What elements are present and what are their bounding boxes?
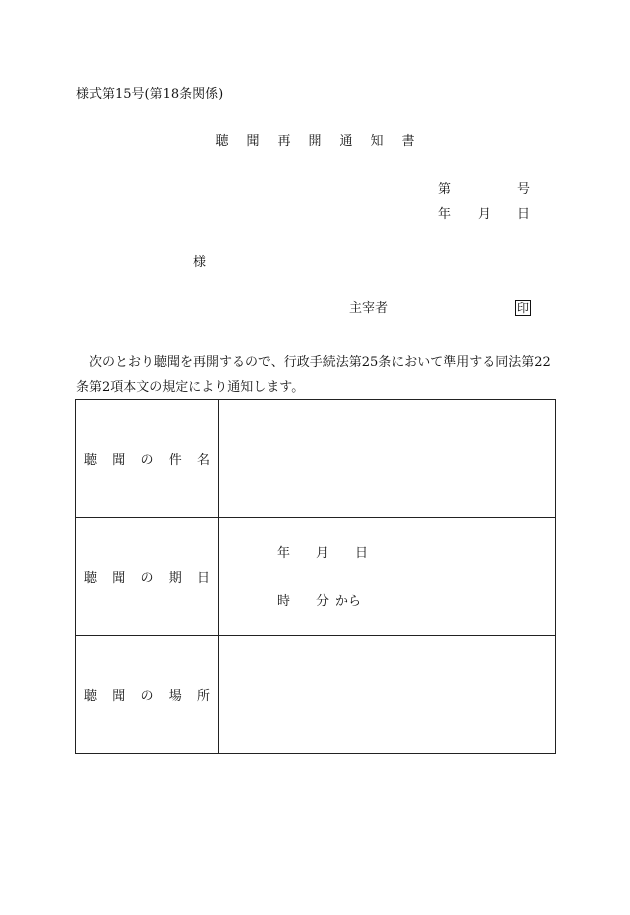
table-row: [76, 400, 556, 518]
title-char: 再: [277, 134, 291, 149]
hearing-date-field[interactable]: [219, 518, 556, 636]
title-char: 通: [339, 134, 353, 149]
issue-date-month: 月: [478, 207, 492, 222]
hearing-place-label: [76, 636, 219, 754]
hearing-date-year: 年: [277, 546, 291, 561]
hearing-date-label: [76, 518, 219, 636]
hearing-time-minute: 分: [316, 594, 330, 609]
hearing-time-hour: 時: [277, 594, 291, 609]
form-number: 様式第15号(第18条関係): [76, 87, 224, 102]
hearing-subject-label: [76, 400, 219, 518]
hearing-date-month: 月: [316, 546, 330, 561]
notice-body-text: 次のとおり聴聞を再開するので、行政手続法第25条において準用する同法第22条第2項本文の規定により通知します。: [76, 355, 551, 395]
hearing-info-table: [75, 399, 556, 754]
table-row: [76, 518, 556, 636]
label-char: 聞: [112, 453, 126, 468]
label-char: の: [140, 689, 154, 704]
label-char: 期: [168, 571, 182, 586]
title-char: 聞: [246, 134, 260, 149]
label-char: 聴: [84, 571, 98, 586]
title-char: 開: [308, 134, 322, 149]
table-row: [76, 636, 556, 754]
label-char: 名: [196, 453, 210, 468]
label-char: 聴: [84, 689, 98, 704]
label-char: の: [140, 571, 154, 586]
host-label: 主宰者: [349, 301, 389, 316]
label-char: の: [140, 453, 154, 468]
hearing-time-from: から: [335, 594, 362, 609]
hearing-subject-field[interactable]: [219, 400, 556, 518]
label-char: 件: [168, 453, 182, 468]
document-number-suffix: 号: [517, 182, 531, 197]
hearing-date-day: 日: [355, 546, 369, 561]
issue-date-day: 日: [517, 207, 531, 222]
seal-mark: 印: [517, 301, 530, 315]
addressee-honorific: 様: [193, 255, 207, 270]
label-char: 所: [196, 689, 210, 704]
label-char: 聴: [84, 453, 98, 468]
document-title: [0, 135, 630, 148]
issue-date-year: 年: [438, 207, 452, 222]
title-char: 聴: [215, 134, 229, 149]
label-char: 場: [168, 689, 182, 704]
title-char: 書: [401, 134, 415, 149]
title-char: 知: [370, 134, 384, 149]
notice-body: [76, 350, 556, 400]
label-char: 聞: [112, 689, 126, 704]
label-char: 聞: [112, 571, 126, 586]
hearing-place-field[interactable]: [219, 636, 556, 754]
label-char: 日: [196, 571, 210, 586]
document-number-label: 第: [438, 182, 452, 197]
